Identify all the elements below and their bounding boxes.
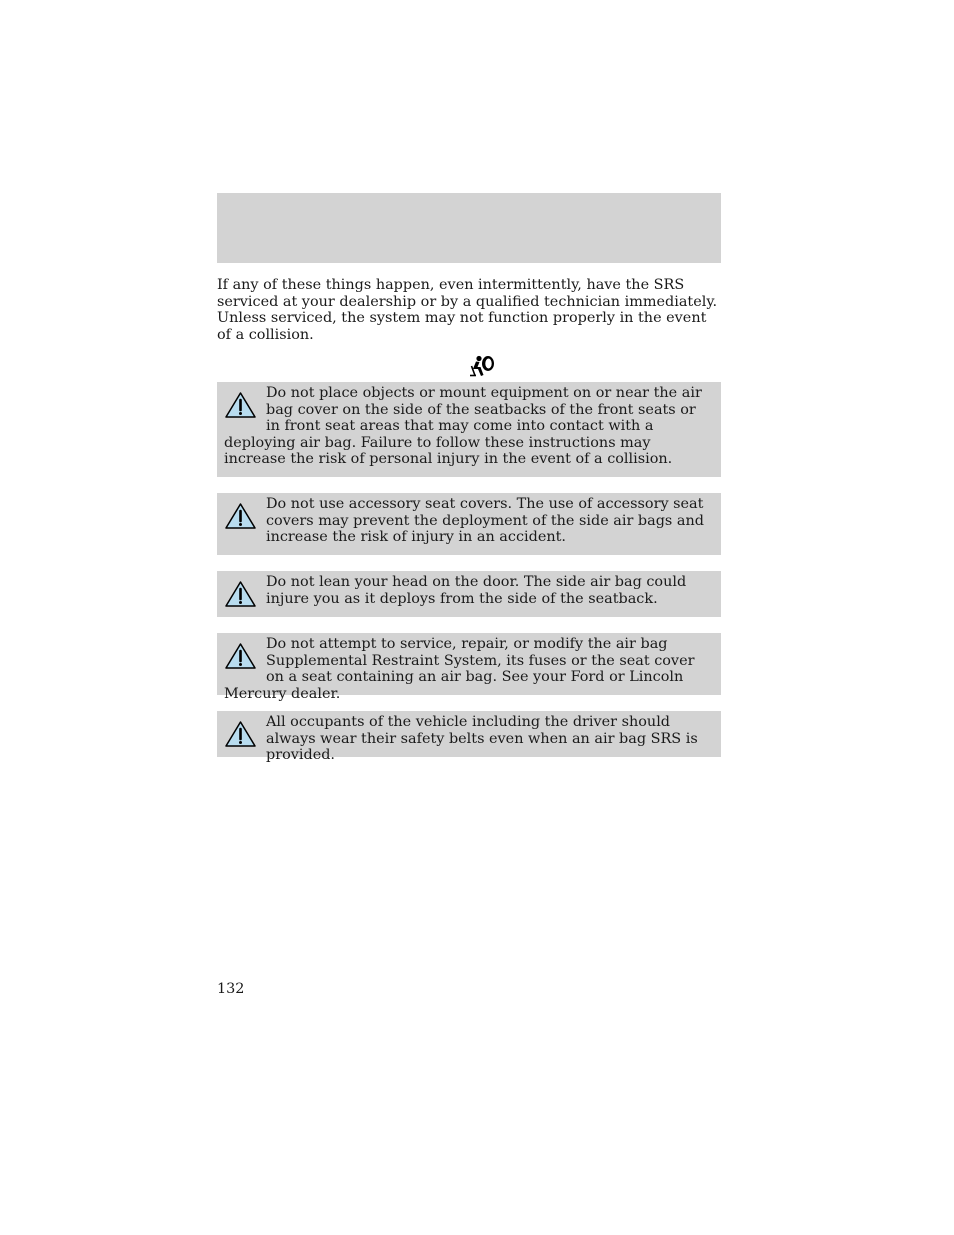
warning-text-1: Do not place objects or mount equipment on or near the air bag cover on the side of the seatbacks of the front seats or in front seat areas that may come into contact with a deploying air bag. Failure to follow these instructions may increase the risk of personal injury in the event of a collision. [224,385,702,468]
warning-text-3: Do not lean your head on the door. The side air bag could injure you as it deploys from the side of the seatback. [266,574,687,607]
warning-box-1 [217,382,721,477]
warning-text-5: All occupants of the vehicle including the driver should always wear their safety belts even when an air bag SRS is provided. [266,714,698,764]
warning-triangle-icon [224,502,257,530]
page-number: 132 [217,981,245,997]
warning-triangle-icon [224,642,257,670]
warning-text-4: Do not attempt to service, repair, or modify the air bag Supplemental Restraint System, its fuses or the seat cover on a seat containing an air bag. See your Ford or Lincoln Mercury dealer. [224,636,695,702]
warning-triangle-icon [224,720,257,748]
warning-box-2 [217,493,721,555]
warning-triangle-icon [224,580,257,608]
warning-text-2: Do not use accessory seat covers. The use of accessory seat covers may prevent the deployment of the side air bags and increase the risk of injury in an accident. [266,496,704,546]
section-header-band [217,193,721,263]
warning-box-3 [217,571,721,617]
warning-box-4 [217,633,721,702]
warning-triangle-icon [224,391,257,419]
warning-box-5 [217,711,721,764]
airbag-seat-icon [469,355,495,377]
intro-paragraph: If any of these things happen, even intermittently, have the SRS serviced at your dealership or by a qualified technician immediately. Unless serviced, the system may not function properly in the event of a collision. [217,277,718,343]
